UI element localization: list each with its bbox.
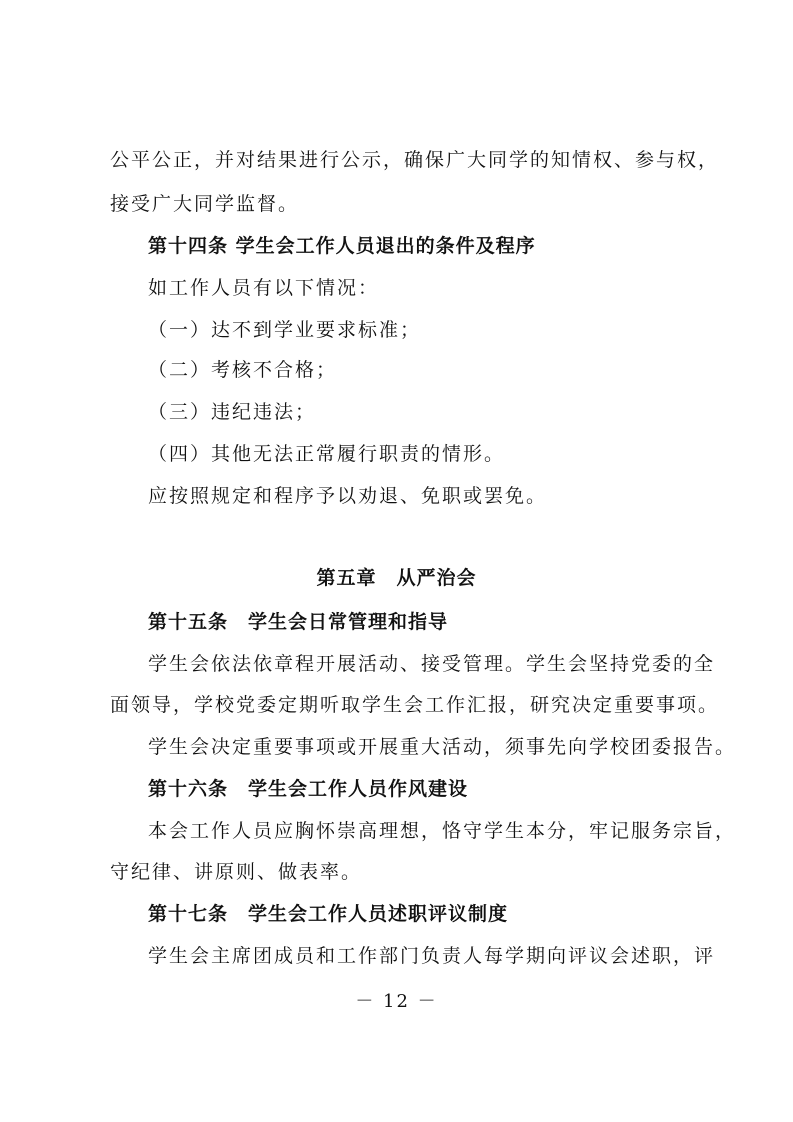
chapter-title: 第五章 从严治会 <box>316 567 477 589</box>
article-heading: 第十五条 学生会日常管理和指导 <box>148 611 449 633</box>
list-item: （一）达不到学业要求标准； <box>148 319 422 341</box>
body-text-line: 公平公正，并对结果进行公示，确保广大同学的知情权、参与权， <box>110 149 720 171</box>
body-text-line: 接受广大同学监督。 <box>110 193 300 215</box>
body-text-line: 应按照规定和程序予以劝退、免职或罢免。 <box>148 485 548 507</box>
body-text-line: 面领导，学校党委定期听取学生会工作汇报，研究决定重要事项。 <box>110 694 720 716</box>
article-heading: 第十四条 学生会工作人员退出的条件及程序 <box>148 235 536 257</box>
page-number: － 12 － <box>355 991 438 1012</box>
body-text-line: 如工作人员有以下情况： <box>148 277 380 299</box>
article-heading: 第十六条 学生会工作人员作风建设 <box>148 778 469 800</box>
body-text-line: 学生会依法依章程开展活动、接受管理。学生会坚持党委的全 <box>148 653 716 675</box>
body-text-line: 守纪律、讲原则、做表率。 <box>110 861 363 883</box>
list-item: （三）违纪违法； <box>148 401 317 423</box>
article-heading: 第十七条 学生会工作人员述职评议制度 <box>148 903 509 925</box>
body-text-line: 本会工作人员应胸怀崇高理想，恪守学生本分，牢记服务宗旨， <box>148 820 737 842</box>
body-text-line: 学生会主席团成员和工作部门负责人每学期向评议会述职，评 <box>148 945 716 967</box>
body-text-line: 学生会决定重要事项或开展重大活动，须事先向学校团委报告。 <box>148 736 737 758</box>
list-item: （四）其他无法正常履行职责的情形。 <box>148 443 506 465</box>
list-item: （二）考核不合格； <box>148 359 338 381</box>
